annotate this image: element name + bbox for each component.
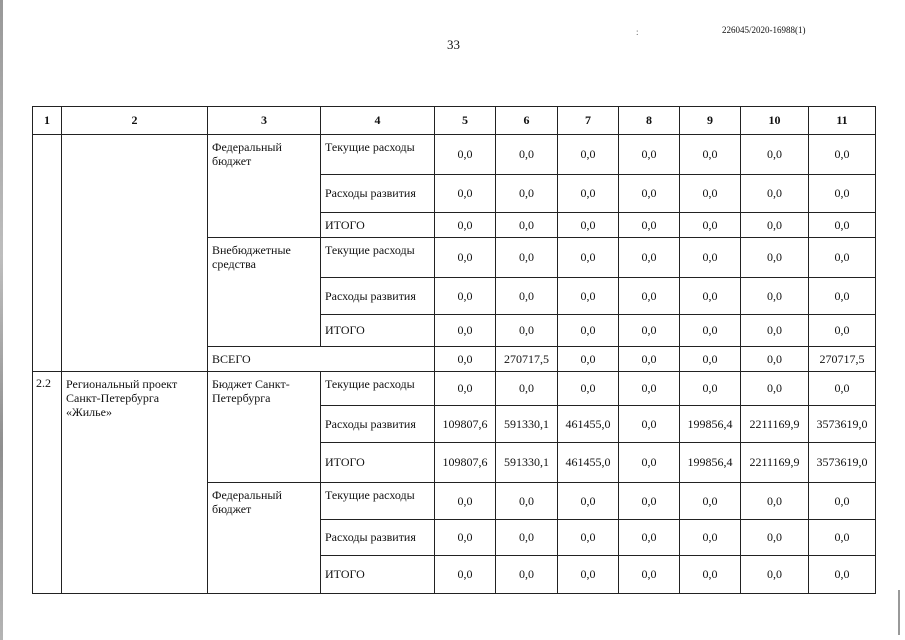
value-cell: 0,0 <box>680 372 741 406</box>
source-cell: Внебюджетные средства <box>208 238 321 347</box>
value-cell: 0,0 <box>558 238 619 278</box>
value-cell: 461455,0 <box>558 406 619 443</box>
table-row <box>33 135 876 175</box>
value-cell: 0,0 <box>435 175 496 213</box>
value-cell: 0,0 <box>619 175 680 213</box>
value-cell: 0,0 <box>558 556 619 594</box>
value-cell: 0,0 <box>558 315 619 347</box>
value-cell: 0,0 <box>741 520 809 556</box>
expense-type-cell: Текущие расходы <box>321 135 435 175</box>
page-number: 33 <box>447 37 460 52</box>
source-cell: Федеральный бюджет <box>208 135 321 238</box>
value-cell: 0,0 <box>741 135 809 175</box>
value-cell: 0,0 <box>558 483 619 520</box>
value-cell: 0,0 <box>809 520 876 556</box>
value-cell: 591330,1 <box>496 406 558 443</box>
value-cell: 0,0 <box>680 483 741 520</box>
value-cell: 109807,6 <box>435 443 496 483</box>
value-cell: 0,0 <box>496 520 558 556</box>
column-number: 11 <box>809 107 876 135</box>
value-cell: 0,0 <box>558 213 619 238</box>
project-index: 2.2 <box>33 372 62 594</box>
value-cell: 0,0 <box>809 315 876 347</box>
budget-table <box>32 106 876 594</box>
value-cell: 0,0 <box>809 213 876 238</box>
value-cell: 0,0 <box>558 347 619 372</box>
value-cell: 0,0 <box>435 556 496 594</box>
value-cell: 0,0 <box>496 135 558 175</box>
value-cell: 0,0 <box>496 483 558 520</box>
value-cell: 0,0 <box>619 278 680 315</box>
value-cell: 591330,1 <box>496 443 558 483</box>
column-number: 9 <box>680 107 741 135</box>
project-name: Региональный проект Санкт-Петербурга «Жилье» <box>62 372 208 594</box>
value-cell: 0,0 <box>496 278 558 315</box>
column-number: 7 <box>558 107 619 135</box>
value-cell: 0,0 <box>558 278 619 315</box>
value-cell: 3573619,0 <box>809 406 876 443</box>
value-cell: 0,0 <box>619 347 680 372</box>
value-cell: 0,0 <box>619 372 680 406</box>
value-cell: 0,0 <box>435 213 496 238</box>
column-number: 3 <box>208 107 321 135</box>
value-cell: 0,0 <box>435 315 496 347</box>
value-cell: 0,0 <box>619 520 680 556</box>
value-cell: 0,0 <box>741 213 809 238</box>
column-number: 10 <box>741 107 809 135</box>
expense-type-cell: ИТОГО <box>321 556 435 594</box>
value-cell: 0,0 <box>619 315 680 347</box>
expense-type-cell: Расходы развития <box>321 278 435 315</box>
name-cell <box>62 135 208 372</box>
value-cell: 0,0 <box>741 556 809 594</box>
value-cell: 0,0 <box>619 213 680 238</box>
expense-type-cell: Текущие расходы <box>321 372 435 406</box>
expense-type-cell: Текущие расходы <box>321 238 435 278</box>
value-cell: 0,0 <box>435 135 496 175</box>
index-cell <box>33 135 62 372</box>
value-cell: 0,0 <box>619 483 680 520</box>
value-cell: 199856,4 <box>680 406 741 443</box>
value-cell: 270717,5 <box>809 347 876 372</box>
expense-type-cell: ИТОГО <box>321 443 435 483</box>
table-row <box>33 372 876 406</box>
value-cell: 0,0 <box>741 372 809 406</box>
expense-type-cell: ИТОГО <box>321 213 435 238</box>
value-cell: 0,0 <box>558 175 619 213</box>
expense-type-cell: Текущие расходы <box>321 483 435 520</box>
scan-edge-mark-right <box>898 590 900 635</box>
value-cell: 0,0 <box>435 520 496 556</box>
value-cell: 0,0 <box>496 315 558 347</box>
document-number: 226045/2020-16988(1) <box>722 25 806 35</box>
value-cell: 0,0 <box>680 213 741 238</box>
expense-type-cell: Расходы развития <box>321 520 435 556</box>
value-cell: 0,0 <box>680 315 741 347</box>
value-cell: 199856,4 <box>680 443 741 483</box>
column-number: 5 <box>435 107 496 135</box>
value-cell: 0,0 <box>558 372 619 406</box>
value-cell: 0,0 <box>435 483 496 520</box>
value-cell: 0,0 <box>680 238 741 278</box>
value-cell: 0,0 <box>619 238 680 278</box>
value-cell: 0,0 <box>496 556 558 594</box>
value-cell: 0,0 <box>809 238 876 278</box>
scan-edge-mark <box>0 0 3 640</box>
value-cell: 461455,0 <box>558 443 619 483</box>
value-cell: 0,0 <box>619 406 680 443</box>
value-cell: 0,0 <box>809 483 876 520</box>
value-cell: 0,0 <box>619 443 680 483</box>
value-cell: 0,0 <box>741 347 809 372</box>
column-number: 8 <box>619 107 680 135</box>
value-cell: 270717,5 <box>496 347 558 372</box>
value-cell: 0,0 <box>680 175 741 213</box>
value-cell: 0,0 <box>435 278 496 315</box>
source-cell: Федеральный бюджет <box>208 483 321 594</box>
value-cell: 0,0 <box>809 556 876 594</box>
scan-mark: : <box>636 27 639 37</box>
value-cell: 0,0 <box>809 175 876 213</box>
value-cell: 0,0 <box>680 278 741 315</box>
value-cell: 0,0 <box>496 213 558 238</box>
value-cell: 2211169,9 <box>741 406 809 443</box>
source-cell: Бюджет Санкт-Петербурга <box>208 372 321 483</box>
value-cell: 0,0 <box>809 372 876 406</box>
value-cell: 2211169,9 <box>741 443 809 483</box>
column-number: 4 <box>321 107 435 135</box>
value-cell: 0,0 <box>741 483 809 520</box>
value-cell: 0,0 <box>680 556 741 594</box>
column-number-row <box>33 107 876 135</box>
value-cell: 0,0 <box>741 175 809 213</box>
expense-type-cell: Расходы развития <box>321 175 435 213</box>
value-cell: 0,0 <box>496 238 558 278</box>
value-cell: 0,0 <box>680 520 741 556</box>
column-number: 2 <box>62 107 208 135</box>
value-cell: 0,0 <box>809 278 876 315</box>
value-cell: 109807,6 <box>435 406 496 443</box>
column-number: 6 <box>496 107 558 135</box>
value-cell: 0,0 <box>680 135 741 175</box>
value-cell: 0,0 <box>435 238 496 278</box>
total-label: ВСЕГО <box>208 347 435 372</box>
column-number: 1 <box>33 107 62 135</box>
value-cell: 3573619,0 <box>809 443 876 483</box>
value-cell: 0,0 <box>619 556 680 594</box>
value-cell: 0,0 <box>496 372 558 406</box>
value-cell: 0,0 <box>558 520 619 556</box>
value-cell: 0,0 <box>496 175 558 213</box>
value-cell: 0,0 <box>741 238 809 278</box>
value-cell: 0,0 <box>558 135 619 175</box>
value-cell: 0,0 <box>680 347 741 372</box>
value-cell: 0,0 <box>435 347 496 372</box>
value-cell: 0,0 <box>619 135 680 175</box>
value-cell: 0,0 <box>741 315 809 347</box>
value-cell: 0,0 <box>809 135 876 175</box>
expense-type-cell: ИТОГО <box>321 315 435 347</box>
expense-type-cell: Расходы развития <box>321 406 435 443</box>
value-cell: 0,0 <box>435 372 496 406</box>
value-cell: 0,0 <box>741 278 809 315</box>
